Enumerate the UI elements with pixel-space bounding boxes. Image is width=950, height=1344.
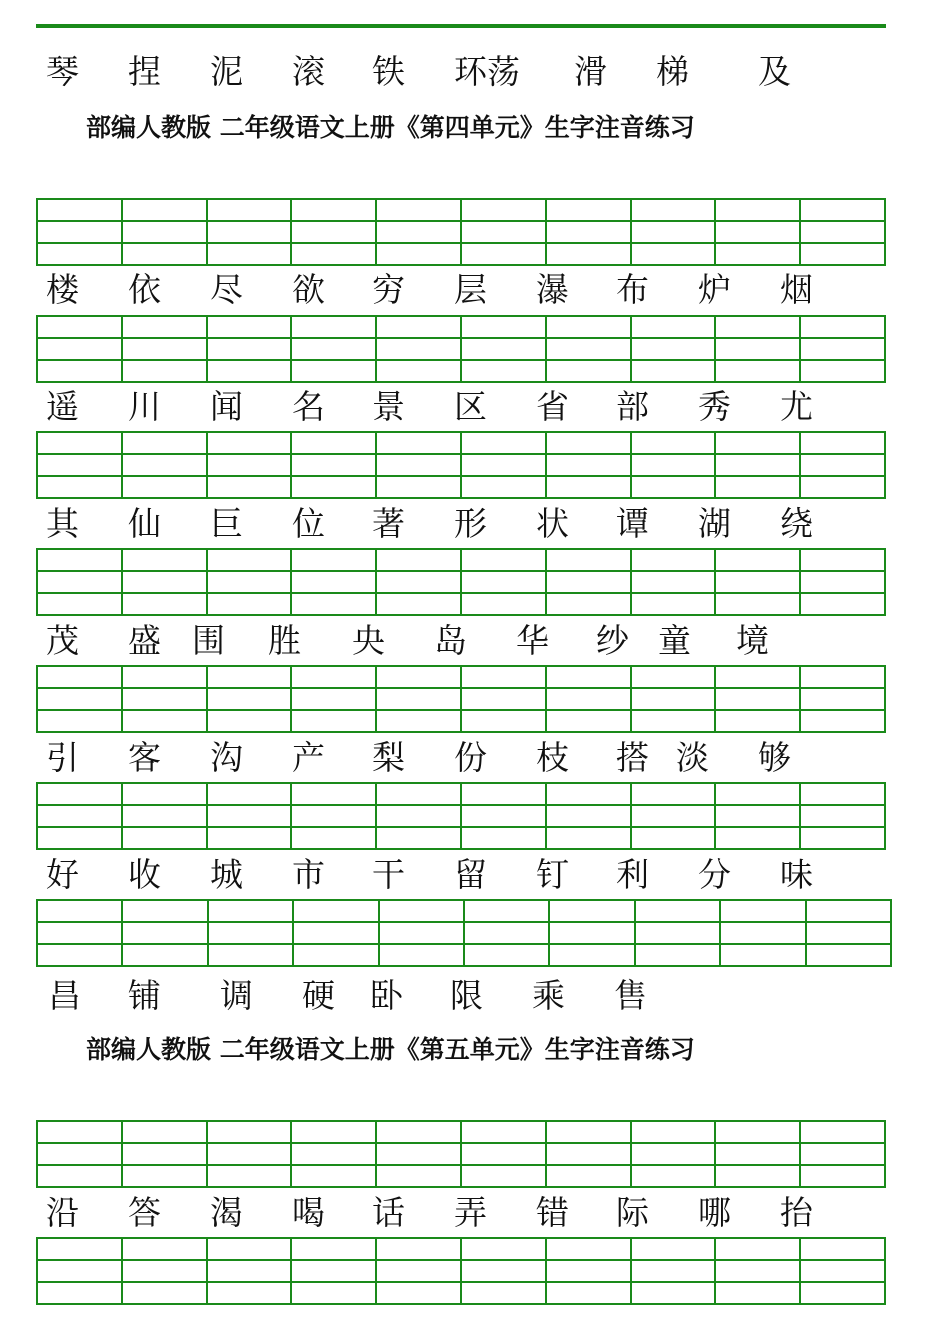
character-row — [36, 736, 916, 780]
character: 欲 — [292, 270, 325, 309]
character: 名 — [292, 387, 325, 426]
character-row — [36, 619, 916, 663]
character: 川 — [128, 387, 161, 426]
character: 央 — [352, 621, 385, 660]
character-row — [36, 853, 916, 897]
character: 沿 — [46, 1193, 79, 1232]
character: 著 — [372, 504, 405, 543]
character-row — [36, 1191, 916, 1235]
pinyin-grid[interactable] — [36, 782, 886, 850]
character: 调 — [220, 976, 253, 1015]
character: 引 — [46, 738, 79, 777]
character: 尤 — [780, 387, 813, 426]
character: 岛 — [434, 621, 467, 660]
character: 捏 — [128, 52, 161, 91]
character: 份 — [454, 738, 487, 777]
character: 际 — [616, 1193, 649, 1232]
character: 搭 — [616, 738, 649, 777]
pinyin-grid[interactable] — [36, 1237, 886, 1305]
pinyin-grid[interactable] — [36, 315, 886, 383]
character: 湖 — [698, 504, 731, 543]
character: 产 — [292, 738, 325, 777]
character-row — [36, 502, 916, 546]
character: 味 — [780, 855, 813, 894]
character-row — [36, 974, 916, 1018]
character: 区 — [454, 387, 487, 426]
unit4-title: 部编人教版 二年级语文上册《第四单元》生字注音练习 — [86, 113, 695, 142]
character: 卧 — [370, 976, 403, 1015]
character: 昌 — [48, 976, 81, 1015]
character: 市 — [292, 855, 325, 894]
character: 弄 — [454, 1193, 487, 1232]
character: 纱 — [596, 621, 629, 660]
character: 硬 — [302, 976, 335, 1015]
character: 分 — [698, 855, 731, 894]
character: 盛 — [128, 621, 161, 660]
character: 烟 — [780, 270, 813, 309]
character: 铁 — [372, 52, 405, 91]
character: 话 — [372, 1193, 405, 1232]
character: 抬 — [780, 1193, 813, 1232]
character: 滚 — [292, 52, 325, 91]
character: 华 — [516, 621, 549, 660]
character: 好 — [46, 855, 79, 894]
character-row — [36, 50, 916, 94]
character: 瀑 — [536, 270, 569, 309]
character: 绕 — [780, 504, 813, 543]
character: 谭 — [616, 504, 649, 543]
character: 穷 — [372, 270, 405, 309]
character: 售 — [614, 976, 647, 1015]
character: 城 — [210, 855, 243, 894]
character: 层 — [454, 270, 487, 309]
character: 枝 — [536, 738, 569, 777]
character: 巨 — [210, 504, 243, 543]
character: 沟 — [210, 738, 243, 777]
character: 围 — [192, 621, 225, 660]
character: 收 — [128, 855, 161, 894]
character: 童 — [658, 621, 691, 660]
pinyin-grid[interactable] — [36, 548, 886, 616]
character: 闻 — [210, 387, 243, 426]
character: 梯 — [656, 52, 689, 91]
character: 状 — [536, 504, 569, 543]
character: 乘 — [532, 976, 565, 1015]
character: 渴 — [210, 1193, 243, 1232]
character-row — [36, 385, 916, 429]
character: 错 — [536, 1193, 569, 1232]
character: 炉 — [698, 270, 731, 309]
character: 省 — [536, 387, 569, 426]
character: 干 — [372, 855, 405, 894]
character: 布 — [616, 270, 649, 309]
character: 秀 — [698, 387, 731, 426]
character: 仙 — [128, 504, 161, 543]
character: 客 — [128, 738, 161, 777]
pinyin-grid[interactable] — [36, 24, 886, 28]
character: 部 — [616, 387, 649, 426]
character: 境 — [736, 621, 769, 660]
pinyin-grid[interactable] — [36, 899, 892, 967]
character: 答 — [128, 1193, 161, 1232]
character: 留 — [454, 855, 487, 894]
character: 哪 — [698, 1193, 731, 1232]
unit5-title: 部编人教版 二年级语文上册《第五单元》生字注音练习 — [86, 1035, 695, 1064]
character: 限 — [450, 976, 483, 1015]
pinyin-grid[interactable] — [36, 1120, 886, 1188]
character: 够 — [758, 738, 791, 777]
character: 茂 — [46, 621, 79, 660]
character: 梨 — [372, 738, 405, 777]
character: 尽 — [210, 270, 243, 309]
pinyin-grid[interactable] — [36, 431, 886, 499]
character: 景 — [372, 387, 405, 426]
character: 位 — [292, 504, 325, 543]
character: 利 — [616, 855, 649, 894]
character: 楼 — [46, 270, 79, 309]
character: 泥 — [210, 52, 243, 91]
pinyin-grid[interactable] — [36, 665, 886, 733]
character: 钉 — [536, 855, 569, 894]
character: 喝 — [292, 1193, 325, 1232]
character: 及 — [758, 52, 791, 91]
pinyin-grid[interactable] — [36, 198, 886, 266]
character: 环荡 — [454, 52, 520, 91]
character: 其 — [46, 504, 79, 543]
character: 依 — [128, 270, 161, 309]
character: 形 — [454, 504, 487, 543]
character: 胜 — [268, 621, 301, 660]
character: 淡 — [676, 738, 709, 777]
character: 滑 — [574, 52, 607, 91]
character: 琴 — [46, 52, 79, 91]
character: 遥 — [46, 387, 79, 426]
character-row — [36, 268, 916, 312]
character: 铺 — [128, 976, 161, 1015]
